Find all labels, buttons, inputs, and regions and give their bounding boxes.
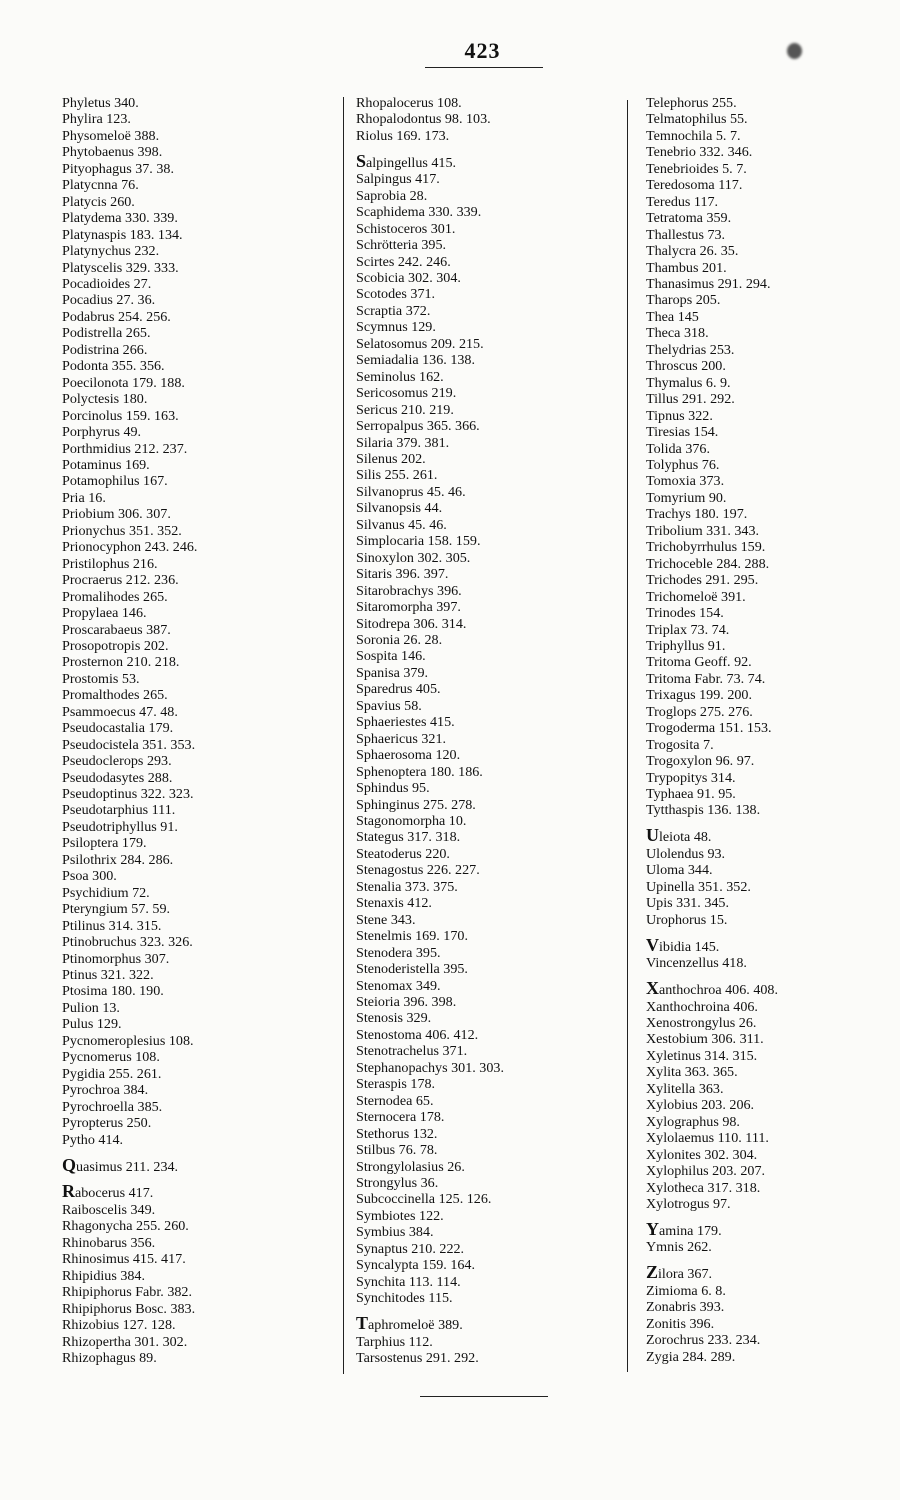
- index-entry: Typhaea 91. 95.: [646, 786, 736, 803]
- index-entry: Zonabris 393.: [646, 1299, 725, 1316]
- index-entry: Stenagostus 226. 227.: [356, 862, 480, 879]
- index-entry: Simplocaria 158. 159.: [356, 533, 481, 550]
- index-entry: Xyletinus 314. 315.: [646, 1047, 758, 1064]
- index-entry: Seminolus 162.: [356, 368, 444, 385]
- index-entry: Tarphius 112.: [356, 1333, 433, 1350]
- index-entry: Platynaspis 183. 134.: [62, 226, 183, 243]
- index-entry: Pyropterus 250.: [62, 1115, 152, 1132]
- index-entry: Pytho 414.: [62, 1131, 124, 1148]
- index-entry: Xylographus 98.: [646, 1113, 740, 1130]
- index-entry: Platycis 260.: [62, 193, 135, 210]
- index-entry: Scobicia 302. 304.: [356, 270, 461, 287]
- index-entry: Quasimus 211. 234.: [62, 1154, 179, 1175]
- index-entry: Pityophagus 37. 38.: [62, 160, 174, 177]
- index-entry: Zilora 367.: [646, 1262, 713, 1283]
- index-entry: Tomoxia 373.: [646, 473, 725, 490]
- page-number: 423: [464, 38, 501, 63]
- index-entry: Pristilophus 216.: [62, 555, 158, 572]
- index-entry: Trixagus 199. 200.: [646, 687, 752, 704]
- index-entry: Pseudoclerops 293.: [62, 753, 172, 770]
- index-entry: Pyrochroa 384.: [62, 1082, 149, 1099]
- index-entry: Steatoderus 220.: [356, 845, 450, 862]
- index-entry: Stenalia 373. 375.: [356, 878, 458, 895]
- index-entry: Sphindus 95.: [356, 780, 430, 797]
- index-entry: Promalihodes 265.: [62, 588, 168, 605]
- index-entry: Platydema 330. 339.: [62, 210, 178, 227]
- index-entry: Tiresias 154.: [646, 424, 719, 441]
- index-entry: Trogosita 7.: [646, 736, 714, 753]
- index-entry: Phyletus 340.: [62, 95, 139, 111]
- index-entry: Porcinolus 159. 163.: [62, 407, 179, 424]
- index-entry: Priobium 306. 307.: [62, 506, 171, 523]
- index-entry: Xenostrongylus 26.: [646, 1014, 757, 1031]
- index-entry: Stethorus 132.: [356, 1125, 438, 1142]
- index-entry: Sternodea 65.: [356, 1092, 434, 1109]
- index-entry: Rhipidius 384.: [62, 1267, 146, 1284]
- column-divider-2: [627, 100, 628, 1372]
- index-entry: Synaptus 210. 222.: [356, 1240, 465, 1257]
- index-entry: Tytthaspis 136. 138.: [646, 802, 761, 819]
- index-entry: Ptinomorphus 307.: [62, 950, 170, 967]
- index-entry: Prionocyphon 243. 246.: [62, 539, 198, 556]
- index-entry: Zimioma 6. 8.: [646, 1282, 726, 1299]
- index-entry: Taphromeloë 389.: [356, 1313, 463, 1334]
- index-entry: Ymnis 262.: [646, 1239, 712, 1256]
- index-entry: Thalycra 26. 35.: [646, 243, 739, 260]
- index-entry: Synchita 113. 114.: [356, 1273, 461, 1290]
- index-entry: Sternocera 178.: [356, 1109, 445, 1126]
- index-entry: Salpingus 417.: [356, 171, 440, 188]
- index-entry: Stenosis 329.: [356, 1010, 432, 1027]
- index-entry: Prosternon 210. 218.: [62, 654, 180, 671]
- index-entry: Stenoderistella 395.: [356, 961, 468, 978]
- index-entry: Thallestus 73.: [646, 226, 726, 243]
- index-entry: Spanisa 379.: [356, 664, 429, 681]
- index-entry: Pocadius 27. 36.: [62, 292, 156, 309]
- index-entry: Sparedrus 405.: [356, 681, 441, 698]
- index-entry: Pseudodasytes 288.: [62, 769, 173, 786]
- index-entry: Temnochila 5. 7.: [646, 127, 741, 144]
- index-entry: Ptosima 180. 190.: [62, 983, 164, 1000]
- index-entry: Pocadioides 27.: [62, 275, 152, 292]
- index-entry: Podonta 355. 356.: [62, 358, 165, 375]
- index-entry: Silvanopsis 44.: [356, 500, 443, 517]
- index-entry: Selatosomus 209. 215.: [356, 335, 484, 352]
- index-entry: Symbiotes 122.: [356, 1207, 444, 1224]
- index-entry: Scotodes 371.: [356, 286, 436, 303]
- index-entry: Tarsostenus 291. 292.: [356, 1349, 479, 1366]
- index-entry: Xylonites 302. 304.: [646, 1146, 758, 1163]
- index-entry: Scaphidema 330. 339.: [356, 204, 482, 221]
- index-entry: Stenostoma 406. 412.: [356, 1026, 479, 1043]
- index-entry: Tetratoma 359.: [646, 210, 732, 227]
- index-entry: Pycnomerus 108.: [62, 1049, 160, 1066]
- index-entry: Serropalpus 365. 366.: [356, 418, 480, 435]
- index-entry: Subcoccinella 125. 126.: [356, 1191, 492, 1208]
- index-entry: Sphaeriestes 415.: [356, 714, 455, 731]
- index-entry: Salpingellus 415.: [356, 150, 457, 171]
- index-entry: Porthmidius 212. 237.: [62, 440, 188, 457]
- index-entry: Stenelmis 169. 170.: [356, 928, 468, 945]
- index-entry: Pseudotriphyllus 91.: [62, 818, 178, 835]
- index-entry: Xestobium 306. 311.: [646, 1031, 764, 1048]
- index-entry: Strongylolasius 26.: [356, 1158, 465, 1175]
- index-entry: Physomeloë 388.: [62, 127, 160, 144]
- index-entry: Prostomis 53.: [62, 670, 140, 687]
- index-entry: Stategus 317. 318.: [356, 829, 461, 846]
- index-entry: Theca 318.: [646, 325, 709, 342]
- index-entry: Rhopalodontus 98. 103.: [356, 111, 491, 128]
- index-entry: Xylophilus 203. 207.: [646, 1163, 766, 1180]
- index-entry: Rabocerus 417.: [62, 1181, 154, 1202]
- index-entry: Psiloptera 179.: [62, 835, 147, 852]
- index-entry: Sphaerosoma 120.: [356, 747, 461, 764]
- index-entry: Stenaxis 412.: [356, 895, 432, 912]
- index-entry: Sitarobrachys 396.: [356, 582, 462, 599]
- top-rule: [425, 67, 543, 68]
- index-entry: Stenotrachelus 371.: [356, 1043, 468, 1060]
- index-entry: Trichodes 291. 295.: [646, 572, 759, 589]
- index-entry: Psychidium 72.: [62, 884, 150, 901]
- index-entry: Pteryngium 57. 59.: [62, 901, 171, 918]
- index-entry: Trichoceble 284. 288.: [646, 555, 770, 572]
- index-entry: Ptinus 321. 322.: [62, 967, 154, 984]
- index-entry: Stephanopachys 301. 303.: [356, 1059, 504, 1076]
- index-entry: Trinodes 154.: [646, 605, 724, 622]
- index-entry: Teredus 117.: [646, 193, 719, 210]
- index-entry: Xylolaemus 110. 111.: [646, 1130, 769, 1147]
- index-entry: Pyrochroella 385.: [62, 1098, 163, 1115]
- index-entry: Zonitis 396.: [646, 1315, 715, 1332]
- index-entry: Sphinginus 275. 278.: [356, 796, 476, 813]
- index-entry: Trypopitys 314.: [646, 769, 736, 786]
- index-entry: Prosopotropis 202.: [62, 637, 169, 654]
- index-entry: Vibidia 145.: [646, 934, 720, 955]
- index-entry: Sinoxylon 302. 305.: [356, 549, 471, 566]
- index-entry: Sphaericus 321.: [356, 730, 447, 747]
- index-entry: Psammoecus 47. 48.: [62, 703, 178, 720]
- index-entry: Telmatophilus 55.: [646, 111, 748, 128]
- index-entry: Podabrus 254. 256.: [62, 308, 171, 325]
- index-entry: Scraptia 372.: [356, 302, 431, 319]
- index-entry: Urophorus 15.: [646, 911, 728, 928]
- index-entry: Porphyrus 49.: [62, 424, 142, 441]
- index-entry: Propylaea 146.: [62, 605, 147, 622]
- index-entry: Tillus 291. 292.: [646, 391, 735, 408]
- index-entry: Zorochrus 233. 234.: [646, 1332, 761, 1349]
- index-entry: Stene 343.: [356, 911, 416, 928]
- index-entry: Uloma 344.: [646, 862, 713, 879]
- index-entry: Silvanoprus 45. 46.: [356, 483, 466, 500]
- index-entry: Silaria 379. 381.: [356, 434, 450, 451]
- index-column-3: [646, 95, 891, 1365]
- index-entry: Throscus 200.: [646, 358, 726, 375]
- index-entry: Steioria 396. 398.: [356, 993, 457, 1010]
- index-entry: Tipnus 322.: [646, 407, 713, 424]
- bottom-rule: [420, 1396, 548, 1397]
- index-entry: Sphenoptera 180. 186.: [356, 763, 483, 780]
- index-entry: Symbius 384.: [356, 1224, 434, 1241]
- index-entry: Prionychus 351. 352.: [62, 522, 182, 539]
- index-entry: Procraerus 212. 236.: [62, 572, 179, 589]
- index-entry: Telephorus 255.: [646, 95, 737, 111]
- index-entry: Sitaris 396. 397.: [356, 566, 449, 583]
- index-entry: Soronia 26. 28.: [356, 632, 443, 648]
- index-entry: Sospita 146.: [356, 648, 426, 665]
- index-entry: Trogoderma 151. 153.: [646, 720, 772, 737]
- index-entry: Tomyrium 90.: [646, 489, 727, 506]
- index-column-1: [62, 95, 327, 1366]
- index-entry: Platyscelis 329. 333.: [62, 259, 179, 276]
- index-entry: Semiadalia 136. 138.: [356, 352, 475, 369]
- index-column-2: [356, 95, 616, 1366]
- index-entry: Rhizobius 127. 128.: [62, 1317, 176, 1334]
- index-entry: Tenebrioides 5. 7.: [646, 160, 747, 177]
- index-entry: Rhizophagus 89.: [62, 1349, 157, 1366]
- index-entry: Scirtes 242. 246.: [356, 253, 451, 270]
- index-entry: Tolyphus 76.: [646, 456, 720, 473]
- index-entry: Xylotrogus 97.: [646, 1195, 731, 1212]
- index-entry: Xanthochroina 406.: [646, 998, 758, 1015]
- index-entry: Potaminus 169.: [62, 456, 150, 473]
- index-entry: Vincenzellus 418.: [646, 955, 747, 972]
- index-entry: Promalthodes 265.: [62, 687, 168, 704]
- index-entry: Rhopalocerus 108.: [356, 95, 462, 111]
- index-entry: Strongylus 36.: [356, 1174, 439, 1191]
- index-entry: Trichobyrrhulus 159.: [646, 539, 766, 556]
- index-entry: Phylira 123.: [62, 111, 131, 128]
- index-entry: Triplax 73. 74.: [646, 621, 730, 638]
- index-entry: Pulus 129.: [62, 1016, 122, 1033]
- index-entry: Rhinosimus 415. 417.: [62, 1251, 186, 1268]
- index-entry: Steraspis 178.: [356, 1076, 436, 1093]
- index-entry: Pseudoptinus 322. 323.: [62, 786, 194, 803]
- index-entry: Pseudotarphius 111.: [62, 802, 176, 819]
- index-entry: Ulolendus 93.: [646, 845, 726, 862]
- index-entry: Tribolium 331. 343.: [646, 522, 760, 539]
- index-entry: Tolida 376.: [646, 440, 710, 457]
- index-entry: Pseudocastalia 179.: [62, 720, 174, 737]
- index-entry: Platynychus 232.: [62, 243, 160, 260]
- index-entry: Silis 255. 261.: [356, 467, 438, 484]
- index-entry: Troglops 275. 276.: [646, 703, 753, 720]
- index-entry: Spavius 58.: [356, 697, 422, 714]
- index-entry: Ptinobruchus 323. 326.: [62, 934, 193, 951]
- index-entry: Schrötteria 395.: [356, 237, 447, 254]
- index-entry: Trachys 180. 197.: [646, 506, 748, 523]
- index-entry: Rhagonycha 255. 260.: [62, 1218, 189, 1235]
- index-entry: Pulion 13.: [62, 999, 120, 1016]
- column-divider-1: [343, 97, 344, 1374]
- index-entry: Stenodera 395.: [356, 944, 441, 961]
- index-entry: Upinella 351. 352.: [646, 878, 751, 895]
- index-entry: Polyctesis 180.: [62, 391, 148, 408]
- index-entry: Sericus 210. 219.: [356, 401, 454, 418]
- index-entry: Tritoma Fabr. 73. 74.: [646, 670, 766, 687]
- index-entry: Xylitella 363.: [646, 1080, 724, 1097]
- index-entry: Thanasimus 291. 294.: [646, 275, 771, 292]
- index-entry: Thea 145: [646, 308, 699, 325]
- index-entry: Tharops 205.: [646, 292, 721, 309]
- index-entry: Upis 331. 345.: [646, 895, 730, 912]
- index-entry: Zygia 284. 289.: [646, 1348, 736, 1365]
- index-entry: Thambus 201.: [646, 259, 727, 276]
- index-entry: Podistrella 265.: [62, 325, 151, 342]
- index-entry: Psoa 300.: [62, 868, 117, 885]
- index-entry: Platycnna 76.: [62, 177, 139, 194]
- index-entry: Silenus 202.: [356, 451, 426, 468]
- index-entry: Podistrina 266.: [62, 341, 148, 358]
- index-entry: Potamophilus 167.: [62, 473, 168, 490]
- index-entry: Pria 16.: [62, 489, 106, 506]
- index-entry: Raiboscelis 349.: [62, 1201, 156, 1218]
- index-entry: Rhipiphorus Fabr. 382.: [62, 1284, 192, 1301]
- index-entry: Ptilinus 314. 315.: [62, 917, 162, 934]
- index-entry: Phytobaenus 398.: [62, 144, 163, 161]
- index-entry: Xylobius 203. 206.: [646, 1097, 755, 1114]
- index-entry: Xylotheca 317. 318.: [646, 1179, 761, 1196]
- index-entry: Pygidia 255. 261.: [62, 1065, 162, 1082]
- index-entry: Pseudocistela 351. 353.: [62, 736, 196, 753]
- index-entry: Sericosomus 219.: [356, 385, 457, 402]
- index-entry: Riolus 169. 173.: [356, 127, 450, 144]
- index-entry: Stenomax 349.: [356, 977, 441, 994]
- index-entry: Stagonomorpha 10.: [356, 812, 467, 829]
- index-entry: Thelydrias 253.: [646, 341, 735, 358]
- index-entry: Xylita 363. 365.: [646, 1064, 738, 1081]
- index-entry: Psilothrix 284. 286.: [62, 851, 174, 868]
- index-entry: Triphyllus 91.: [646, 637, 726, 654]
- index-entry: Uleiota 48.: [646, 825, 712, 846]
- index-entry: Rhipiphorus Bosc. 383.: [62, 1300, 196, 1317]
- index-entry: Tenebrio 332. 346.: [646, 144, 753, 161]
- index-entry: Rhizopertha 301. 302.: [62, 1333, 188, 1350]
- index-entry: Teredosoma 117.: [646, 177, 743, 194]
- index-entry: Silvanus 45. 46.: [356, 516, 447, 533]
- index-entry: Scymnus 129.: [356, 319, 436, 336]
- index-entry: Xanthochroa 406. 408.: [646, 978, 778, 999]
- index-entry: Syncalypta 159. 164.: [356, 1257, 475, 1274]
- index-entry: Trichomeloë 391.: [646, 588, 746, 605]
- index-entry: Stilbus 76. 78.: [356, 1142, 438, 1159]
- index-entry: Yamina 179.: [646, 1218, 722, 1239]
- index-entry: Thymalus 6. 9.: [646, 374, 731, 391]
- ink-spot: [787, 43, 802, 59]
- index-entry: Sitaromorpha 397.: [356, 599, 461, 616]
- index-entry: Rhinobarus 356.: [62, 1234, 156, 1251]
- index-entry: Saprobia 28.: [356, 187, 428, 204]
- index-entry: Proscarabaeus 387.: [62, 621, 171, 638]
- index-entry: Sitodrepa 306. 314.: [356, 615, 467, 632]
- index-entry: Synchitodes 115.: [356, 1290, 453, 1307]
- index-entry: Pycnomeroplesius 108.: [62, 1032, 194, 1049]
- index-entry: Tritoma Geoff. 92.: [646, 654, 752, 671]
- index-entry: Poecilonota 179. 188.: [62, 374, 185, 391]
- index-entry: Schistoceros 301.: [356, 220, 456, 237]
- index-entry: Trogoxylon 96. 97.: [646, 753, 755, 770]
